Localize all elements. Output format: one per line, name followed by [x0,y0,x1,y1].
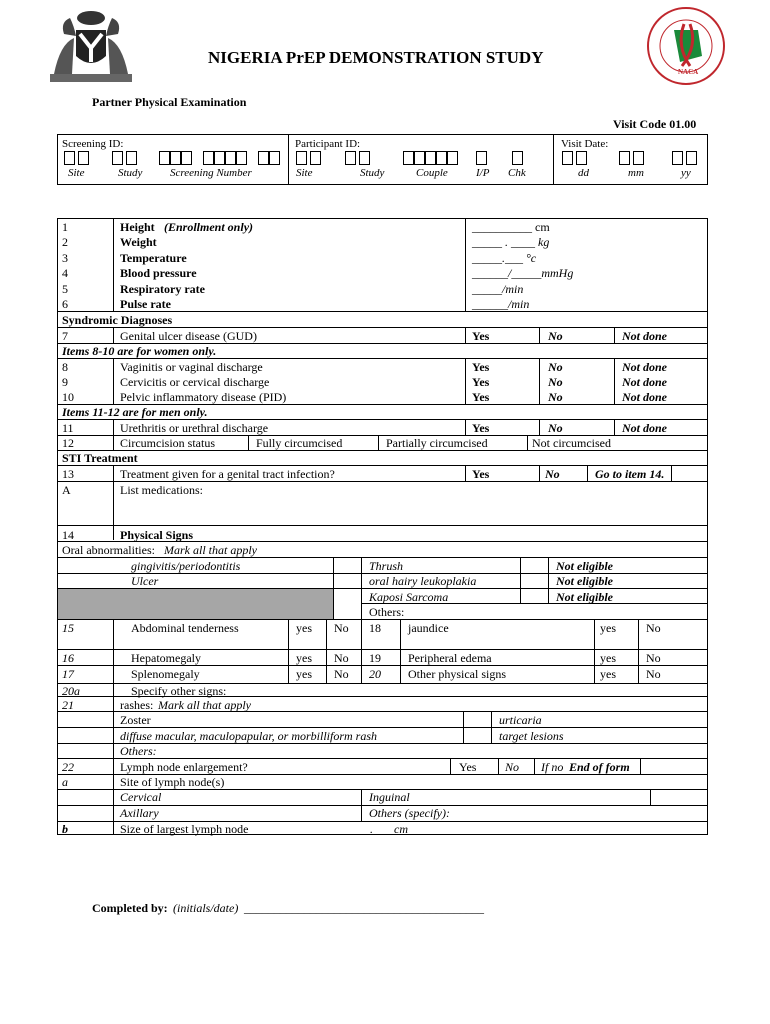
oral-thrush: Thrush [369,559,404,573]
visit-yy-box[interactable] [672,151,683,165]
oral-note: Mark all that apply [164,543,257,557]
lymph-no[interactable]: No [505,760,520,774]
rash-urticaria: urticaria [499,713,542,727]
sign-num: 22 [62,760,74,774]
participant-sub-study: Study [360,167,385,179]
vital-num: 1 [62,220,68,234]
rash-zoster: Zoster [120,713,151,727]
lymph-label: Lymph node enlargement? [120,760,248,774]
treatment-skip-note: Go to item 14. [595,467,665,481]
visit-yy-box[interactable] [686,151,697,165]
oral-gingivitis: gingivitis/periodontitis [131,559,241,573]
visit-code: Visit Code 01.00 [613,117,697,131]
oral-label: Oral abnormalities: [62,543,155,557]
vaginitis-label: Vaginitis or vaginal discharge [120,360,263,374]
sign-num: 15 [62,621,74,635]
abdominal-yes[interactable]: yes [296,621,312,635]
row-num: 7 [62,329,68,343]
page-title: NIGERIA PrEP DEMONSTRATION STUDY [208,48,544,67]
row-num: 9 [62,375,68,389]
visit-date-label: Visit Date: [561,138,609,150]
gud-yes[interactable]: Yes [472,329,490,343]
participant-couple-box[interactable] [425,151,436,165]
resp-field[interactable]: _____/min [472,282,524,296]
cervicitis-label: Cervicitis or cervical discharge [120,375,270,389]
women-note: Items 8-10 are for women only. [62,344,217,358]
other-signs-no[interactable]: No [646,667,661,681]
vaginitis-not-done[interactable]: Not done [622,360,667,374]
row-num: 11 [62,421,74,435]
participant-couple-box[interactable] [436,151,447,165]
temperature-field[interactable]: _____.___ °c [472,251,537,265]
completed-by-note: (initials/date) [173,901,239,915]
visit-sub-yy: yy [681,167,691,179]
physical-signs-heading: Physical Signs [120,528,194,542]
hepatomegaly-yes[interactable]: yes [296,651,312,665]
lymph-inguinal: Inguinal [369,790,410,804]
oral-others: Others: [369,605,405,619]
weight-field[interactable]: _____ . ____ kg [472,235,550,249]
oral-ulcer: Ulcer [131,574,159,588]
bp-field[interactable]: ______/_____mmHg [472,266,574,280]
participant-study-box[interactable] [359,151,370,165]
cervicitis-yes[interactable]: Yes [472,375,490,389]
pid-no[interactable]: No [548,390,563,404]
participant-site-box[interactable] [296,151,307,165]
sign-num: 20 [369,667,381,681]
screening-sub-site: Site [68,167,85,179]
screening-id-label: Screening ID: [62,138,124,150]
circ-partially-option[interactable]: Partially circumcised [386,436,488,450]
syndromic-heading: Syndromic Diagnoses [62,313,173,327]
splenomegaly-yes[interactable]: yes [296,667,312,681]
pid-yes[interactable]: Yes [472,390,490,404]
screening-number-box[interactable] [225,151,236,165]
screening-number-box[interactable] [181,151,192,165]
height-field[interactable]: __________ cm [472,220,550,234]
cervicitis-no[interactable]: No [548,375,563,389]
screening-study-box[interactable] [126,151,137,165]
circ-not-option[interactable]: Not circumcised [532,436,611,450]
completed-by-field[interactable]: ________________________________________ [244,901,484,915]
treatment-yes[interactable]: Yes [472,467,490,481]
other-signs-label: Other physical signs [408,667,506,681]
vital-label-bp: Blood pressure [120,266,197,280]
participant-id-label: Participant ID: [295,138,361,150]
screening-sub-study: Study [118,167,143,179]
gud-no[interactable]: No [548,329,563,343]
row-num: 12 [62,436,74,450]
thrush-not-eligible: Not eligible [556,559,613,573]
visit-dd-box[interactable] [562,151,573,165]
participant-site-box[interactable] [310,151,321,165]
vital-num: 3 [62,251,68,265]
participant-sub-ip: I/P [476,167,490,179]
participant-sub-site: Site [296,167,313,179]
edema-label: Peripheral edema [408,651,492,665]
pid-label: Pelvic inflammatory disease (PID) [120,390,287,404]
lymph-yes[interactable]: Yes [459,760,477,774]
row-num: A [62,483,71,497]
jaundice-yes[interactable]: yes [600,621,616,635]
gud-not-done[interactable]: Not done [622,329,667,343]
participant-sub-chk: Chk [508,167,526,179]
row-num: 10 [62,390,74,404]
edema-no[interactable]: No [646,651,661,665]
coat-of-arms-icon [40,4,142,90]
men-note: Items 11-12 are for men only. [62,405,208,419]
vital-label-temperature: Temperature [120,251,187,265]
screening-number-box[interactable] [269,151,280,165]
form-subtitle: Partner Physical Examination [92,95,247,109]
screening-number-box[interactable] [258,151,269,165]
abdominal-no[interactable]: No [334,621,349,635]
screening-number-box[interactable] [159,151,170,165]
rash-others: Others: [120,744,157,758]
visit-dd-box[interactable] [576,151,587,165]
sign-num: 21 [62,698,74,712]
rash-target: target lesions [499,729,564,743]
vital-label-weight: Weight [120,235,157,249]
edema-yes[interactable]: yes [600,651,616,665]
circ-fully-option[interactable]: Fully circumcised [256,436,343,450]
sign-num: 20a [62,684,80,698]
visit-mm-box[interactable] [633,151,644,165]
other-signs-yes[interactable]: yes [600,667,616,681]
vaginitis-no[interactable]: No [548,360,563,374]
hepatomegaly-label: Hepatomegaly [131,651,201,665]
participant-couple-box[interactable] [403,151,414,165]
vital-num: 5 [62,282,68,296]
rashes-label: rashes: [120,698,154,712]
leukoplakia-not-eligible: Not eligible [556,574,613,588]
treatment-no[interactable]: No [545,467,560,481]
kaposi-not-eligible: Not eligible [556,590,613,604]
screening-site-box[interactable] [64,151,75,165]
lymph-axillary: Axillary [120,806,159,820]
pid-not-done[interactable]: Not done [622,390,667,404]
vital-note-height: (Enrollment only) [164,220,254,234]
splenomegaly-no[interactable]: No [334,667,349,681]
specify-signs-label[interactable]: Specify other signs: [131,684,227,698]
lymph-size-label: Size of largest lymph node [120,822,249,836]
participant-chk-box[interactable] [512,151,523,165]
participant-couple-box[interactable] [447,151,458,165]
urethritis-not-done[interactable]: Not done [622,421,667,435]
jaundice-no[interactable]: No [646,621,661,635]
sign-num: 17 [62,667,74,681]
oral-leukoplakia: oral hairy leukoplakia [369,574,477,588]
urethritis-yes[interactable]: Yes [472,421,490,435]
participant-sub-couple: Couple [416,167,448,179]
cervicitis-not-done[interactable]: Not done [622,375,667,389]
row-num: 14 [62,528,74,542]
lymph-others: Others (specify): [369,806,450,820]
participant-couple-box[interactable] [414,151,425,165]
pulse-field[interactable]: ______/min [472,297,530,311]
circumcision-label: Circumcision status [120,436,215,450]
jaundice-label: jaundice [408,621,449,635]
splenomegaly-label: Splenomegaly [131,667,200,681]
rashes-note: Mark all that apply [158,698,251,712]
vital-num: 2 [62,235,68,249]
sign-num: 19 [369,651,381,665]
visit-sub-dd: dd [578,167,589,179]
sign-num: b [62,822,68,836]
sign-num: a [62,775,68,789]
completed-by-label: Completed by: [92,901,168,915]
urethritis-no[interactable]: No [548,421,563,435]
participant-study-box[interactable] [345,151,356,165]
hepatomegaly-no[interactable]: No [334,651,349,665]
participant-ip-box[interactable] [476,151,487,165]
lymph-cervical: Cervical [120,790,162,804]
screening-number-box[interactable] [170,151,181,165]
sign-num: 16 [62,651,74,665]
vital-num: 4 [62,266,68,280]
screening-number-box[interactable] [203,151,214,165]
screening-sub-number: Screening Number [170,167,252,179]
abdominal-label: Abdominal tenderness [131,621,239,635]
gud-label: Genital ulcer disease (GUD) [120,329,257,343]
oral-kaposi: Kaposi Sarcoma [369,590,449,604]
visit-sub-mm: mm [628,167,644,179]
rash-diffuse: diffuse macular, maculopapular, or morbilliform rash [120,729,378,743]
vaginitis-yes[interactable]: Yes [472,360,490,374]
lymph-site-label: Site of lymph node(s) [120,775,225,789]
row-num: 8 [62,360,68,374]
treatment-label: Treatment given for a genital tract infection? [120,467,335,481]
screening-site-box[interactable] [78,151,89,165]
screening-number-box[interactable] [236,151,247,165]
lymph-if-no: If no [541,760,564,774]
naca-logo [640,6,732,86]
vital-label-height: Height [120,220,155,234]
vital-label-pulse: Pulse rate [120,297,171,311]
vital-label-resp: Respiratory rate [120,282,205,296]
naca-short: NACA [678,68,699,76]
visit-mm-box[interactable] [619,151,630,165]
vital-num: 6 [62,297,68,311]
lymph-size-field[interactable]: ____.___ cm [346,822,408,836]
urethritis-label: Urethritis or urethral discharge [120,421,269,435]
sign-num: 18 [369,621,381,635]
lymph-end-form: End of form [569,760,630,774]
screening-number-box[interactable] [214,151,225,165]
screening-study-box[interactable] [112,151,123,165]
sti-heading: STI Treatment [62,451,138,465]
shaded-block [58,589,333,619]
medications-label[interactable]: List medications: [120,483,203,497]
row-num: 13 [62,467,74,481]
